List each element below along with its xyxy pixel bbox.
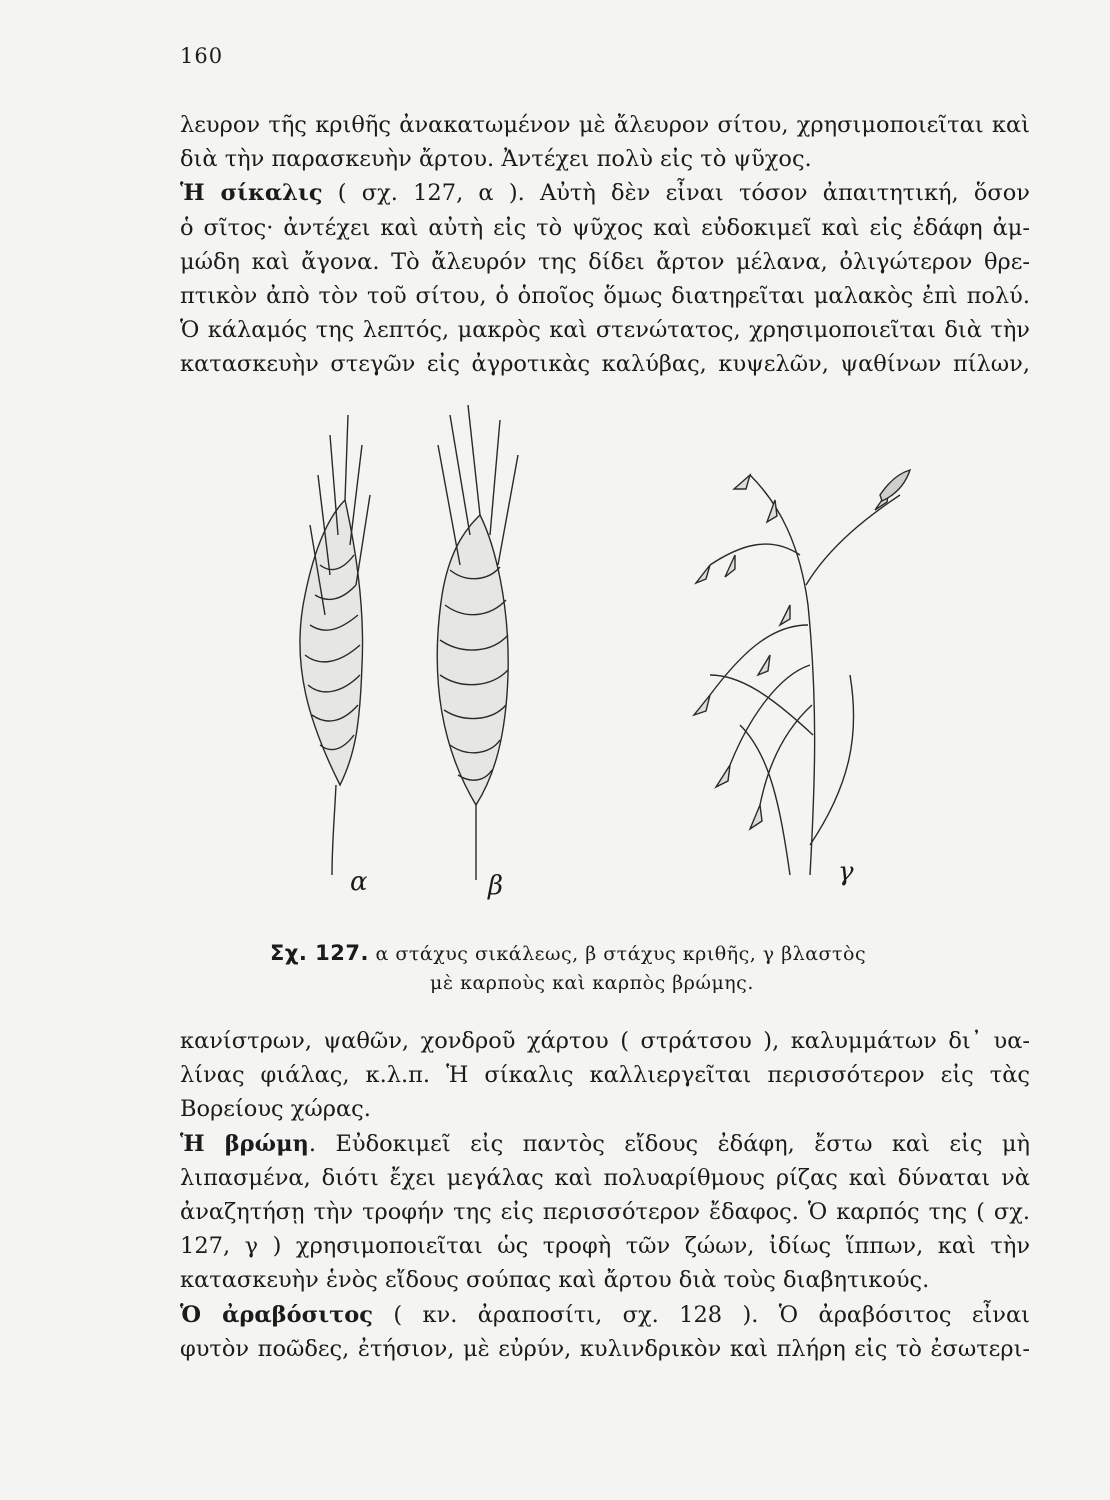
text-line: πτικὸν ἀπὸ τὸν τοῦ σίτου, ὁ ὁποῖος ὅμως διατηρεῖται μαλακὸς ἐπὶ πολύ. [180,282,1030,309]
text-run: ( κν. ἀραποσίτι, σχ. 128 ). Ὁ ἀραβόσιτος εἶναι [372,1301,1030,1328]
aravositos-heading: Ὁ ἀραβόσιτος [180,1301,373,1328]
text-line: λιπασμένα, διότι ἔχει μεγάλας καὶ πολυαρίθμους ρίζας καὶ δύναται νὰ [180,1164,1030,1191]
figure-caption [270,938,970,998]
text-run: . Εὐδοκιμεῖ εἰς παντὸς εἴδους ἐδάφη, ἔστω καὶ εἰς μὴ [308,1130,1030,1157]
text-block-top [180,108,1030,382]
caption-text: α στάχυς σικάλεως, β στάχυς κριθῆς, γ βλαστὸς [369,943,867,965]
vromi-first-line [180,1127,1030,1161]
text-run: ( σχ. 127, α ). Αὐτὴ δὲν εἶναι τόσον ἀπαιτητική, ὅσον [322,180,1030,207]
figure-127 [270,405,930,905]
figure-letter-gamma: γ [838,857,854,887]
page-number: 160 [180,44,224,68]
figure-letter-alpha: α [350,867,368,897]
figure-letter-beta: β [488,871,504,901]
text-line: λευρον τῆς κριθῆς ἀνακατωμένον μὲ ἄλευρον σίτου, χρησιμοποιεῖται καὶ [180,112,1030,138]
vromi-heading: Ἡ βρώμη [180,1130,309,1157]
text-line: Βορείους χώρας. [180,1096,371,1123]
oat-plant-drawing [694,470,910,875]
text-line: Ὁ κάλαμός της λεπτός, μακρὸς καὶ στενώτατος, χρησιμοποιεῖται διὰ τὴν [180,317,1030,344]
sikalis-first-line [180,176,1030,210]
figure-label: Σχ. 127. [270,941,369,965]
text-line: λίνας φιάλας, κ.λ.π. Ἡ σίκαλις καλλιεργεῖται περισσότερον εἰς τὰς [180,1062,1030,1089]
text-line: κατασκευὴν ἑνὸς εἴδους σούπας καὶ ἄρτου διὰ τοὺς διαβητικούς. [180,1267,930,1294]
text-line: 127, γ ) χρησιμοποιεῖται ὡς τροφὴ τῶν ζώων, ἰδίως ἵππων, καὶ τὴν [180,1233,1030,1260]
text-line: διὰ τὴν παρασκευὴν ἄρτου. Ἀντέχει πολὺ εἰς τὸ ψῦχος. [180,146,812,173]
text-line: μώδη καὶ ἄγονα. Τὸ ἄλευρόν της δίδει ἄρτον μέλανα, ὀλιγώτερον θρε- [180,248,1030,275]
text-line: κανίστρων, ψαθῶν, χονδροῦ χάρτου ( στράτσου ), καλυμμάτων δι᾽ υα- [180,1028,1030,1054]
caption-text: μὲ καρποὺς καὶ καρπὸς βρώμης. [430,972,754,994]
text-block-bottom [180,1024,1030,1366]
aravositos-first-line [180,1298,1030,1332]
text-line: ἀναζητήσῃ τὴν τροφήν της εἰς περισσότερον ἔδαφος. Ὁ καρπός της ( σχ. [180,1198,1030,1225]
text-line: κατασκευὴν στεγῶν εἰς ἀγροτικὰς καλύβας, κυψελῶν, ψαθίνων πίλων, [180,351,1030,378]
sikalis-heading: Ἡ σίκαλις [180,180,323,207]
rye-ear-drawing [300,415,370,875]
text-line: φυτὸν ποῶδες, ἐτήσιον, μὲ εὐρύν, κυλινδρικὸν καὶ πλήρη εἰς τὸ ἐσωτερι- [180,1335,1030,1362]
text-line: ὁ σῖτος· ἀντέχει καὶ αὐτὴ εἰς τὸ ψῦχος καὶ εὐδοκιμεῖ καὶ εἰς ἐδάφη ἀμ- [180,214,1030,241]
barley-ear-drawing [437,405,518,880]
grain-illustration [270,405,930,905]
